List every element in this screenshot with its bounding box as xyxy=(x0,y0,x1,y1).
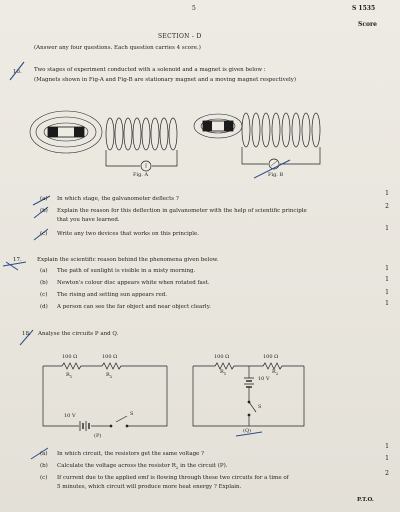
q18c-text-line1: If current due to the applied emf is flowing through these two circuits for a time of xyxy=(57,475,289,481)
score-label: Score xyxy=(358,21,377,28)
circuit-q-switch-label: S xyxy=(258,404,262,410)
circuit-p-diagram xyxy=(43,363,167,431)
page-number: 5 xyxy=(192,5,196,12)
q18a-label: (a) xyxy=(40,451,48,457)
q16a-label: (a) xyxy=(40,196,48,202)
q16c-mark: 1 xyxy=(385,225,389,232)
q17b-label: (b) xyxy=(40,280,48,286)
q16a-text: In which stage, the galvanometer deflects ? xyxy=(57,196,179,202)
pen-tick-q16 xyxy=(10,62,24,80)
q18b-text: Calculate the voltage across the resistor $R_2$ in the circuit (P). xyxy=(57,463,228,471)
circuit-q-diagram xyxy=(193,363,304,426)
paper-code: S 1535 xyxy=(352,5,376,12)
q17a-mark: 1 xyxy=(385,265,389,272)
fig-b-solenoid xyxy=(242,113,320,169)
q18b-label: (b) xyxy=(40,463,48,469)
circuit-q-r1-label: $R_1$ xyxy=(220,369,227,376)
circuit-q-r2-value: 100 Ω xyxy=(263,354,279,360)
q17-number: 17. xyxy=(13,257,22,263)
q18b-mark: 1 xyxy=(385,455,389,462)
pto-label: P.T.O. xyxy=(357,497,374,503)
q18a-text: In which circuit, the resistors get the same voltage ? xyxy=(57,451,205,457)
q16-text-line1: Two stages of experiment conducted with a solenoid and a magnet is given below : xyxy=(34,67,266,73)
q17d-label: (d) xyxy=(40,304,48,310)
section-title: SECTION - D xyxy=(158,33,202,40)
q17-intro: Explain the scientific reason behind the phenomena given below. xyxy=(37,257,219,263)
circuit-p-r2-value: 100 Ω xyxy=(102,354,118,360)
q17d-text: A person can see the far object and near object clearly. xyxy=(57,304,211,310)
q17a-label: (a) xyxy=(40,268,48,274)
q17c-text: The rising and setting sun appears red. xyxy=(57,292,168,298)
circuit-q-battery-label: 10 V xyxy=(258,376,270,382)
fig-b-magnet-diagram xyxy=(194,114,242,138)
q16c-text: Write any two devices that works on this principle. xyxy=(57,231,200,237)
q18-number: 18. xyxy=(22,331,31,337)
q18c-text-line2: 5 minutes, which circuit will produce more heat energy ? Explain. xyxy=(57,484,242,490)
q18a-mark: 1 xyxy=(385,443,389,450)
circuit-p-r1-label: $R_1$ xyxy=(66,372,73,379)
q17c-mark: 1 xyxy=(385,289,389,296)
q17b-mark: 1 xyxy=(385,276,389,283)
q16b-label: (b) xyxy=(40,208,48,214)
q16b-mark: 2 xyxy=(385,203,389,210)
q17b-text: Newton's colour disc appears white when rotated fast. xyxy=(57,280,210,286)
q18c-label: (c) xyxy=(40,475,48,481)
q16-text-line2: (Magnets shown in Fig-A and Fig-B are stationary magnet and a moving magnet respectively) xyxy=(34,77,296,83)
circuit-p-r2-label: $R_2$ xyxy=(106,372,113,379)
q18c-mark: 2 xyxy=(385,470,389,477)
circuit-q-r2-label: $R_2$ xyxy=(272,369,279,376)
fig-a-magnet-diagram xyxy=(30,111,102,153)
q18-intro: Analyse the circuits P and Q. xyxy=(38,331,119,337)
fig-a-label: Fig. A xyxy=(133,172,149,178)
q16-number: 16. xyxy=(13,69,22,75)
circuit-p-r1-value: 100 Ω xyxy=(62,354,78,360)
q17d-mark: 1 xyxy=(385,300,389,307)
circuit-p-battery-label: 10 V xyxy=(64,413,76,419)
circuit-p-switch-label: S xyxy=(130,411,134,417)
q16b-text-line1: Explain the reason for this deflection in galvanometer with the help of scientific principle xyxy=(57,208,307,214)
q16b-text-line2: that you have learned. xyxy=(57,217,120,223)
circuit-q-caption: (Q) xyxy=(243,428,252,434)
section-instruction: (Answer any four questions. Each question carries 4 score.) xyxy=(34,45,201,51)
q16c-label: (c) xyxy=(40,231,48,237)
fig-b-label: Fig. B xyxy=(268,172,284,178)
q17a-text: The path of sunlight is visible in a misty morning. xyxy=(57,268,196,274)
circuit-p-caption: (P) xyxy=(94,433,102,439)
q16a-mark: 1 xyxy=(385,190,389,197)
q17c-label: (c) xyxy=(40,292,48,298)
circuit-q-r1-value: 100 Ω xyxy=(214,354,230,360)
fig-a-solenoid xyxy=(106,118,177,171)
